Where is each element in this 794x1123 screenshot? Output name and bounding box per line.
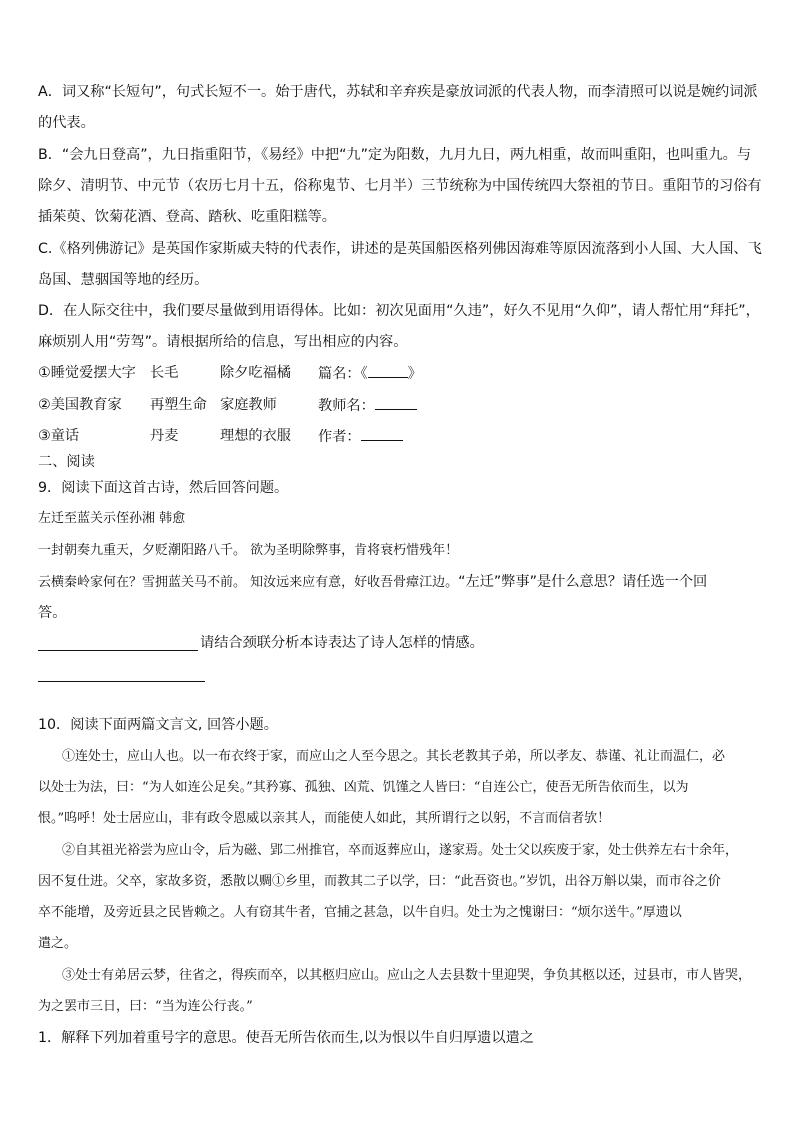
title-answer-blank[interactable] [368, 364, 408, 378]
passage-2-line-2: 因不复仕进。父卒，家故多资，悉散以赒①乡里，而教其二子以学，曰：“此吾资也。”岁饥，出谷万斛以粜，而市谷之价 [38, 874, 721, 889]
answer-line-1[interactable] [38, 650, 198, 651]
fill-row-1-label: 篇名：《 [318, 366, 368, 382]
fill-row-3-clue-3: 理想的衣服 [220, 428, 291, 444]
passage-2-line-3: 卒不能增，及旁近县之民皆赖之。人有窃其牛者，官捕之甚急，以牛自归。处士为之愧谢曰：“烦尔送牛。”厚遗以 [38, 905, 682, 920]
author-blank[interactable] [361, 427, 403, 441]
poem-line-1: 一封朝奏九重天，夕贬潮阳路八千。 欲为圣明除弊事，肯将衰朽惜残年！ [38, 543, 459, 558]
fill-row-2-answer [318, 396, 417, 415]
fill-row-3-label: 作者： [318, 429, 361, 445]
poem-title: 左迁至蓝关示侄孙湘 韩愈 [38, 511, 186, 526]
q10-prompt: 10．阅读下面两篇文言文, 回答小题。 [38, 717, 278, 733]
teacher-name-blank[interactable] [375, 396, 417, 410]
fill-row-2-clue-2: 再塑生命 [150, 397, 207, 413]
passage-1-line-3: 恨。”呜呼！处士居应山，非有政令恩威以亲其人，而能使人如此，其所谓行之以躬，不言而信者欤！ [38, 811, 611, 826]
option-a-line-1: A．词又称“长短句”，句式长短不一。始于唐代，苏轼和辛弃疾是豪放词派的代表人物，而李清照可以说是婉约词派 [38, 84, 758, 100]
poem-line-2 [38, 573, 707, 592]
fill-row-2-clue-1: ②美国教育家 [38, 397, 122, 413]
sub-question-1: 1．解释下列加着重号字的意思。使吾无所告依而生,以为恨以牛自归厚遗以遣之 [38, 1030, 534, 1046]
fill-row-1-answer [318, 364, 422, 383]
section-heading: 二、阅读 [38, 454, 95, 470]
q9-sub-question: 请结合颈联分析本诗表达了诗人怎样的情感。 [200, 635, 484, 651]
passage-3-line-2: 为之罢市三日，曰：“当为连公行丧。” [38, 999, 253, 1014]
passage-3-line-1: ③处士有弟居云梦，往省之，得疾而卒，以其柩归应山。应山之人去县数十里迎哭，争负其柩以还，过县市，市人皆哭， [62, 968, 752, 983]
poem-line-2-question: “左迁”弊事”是什么意思？请任选一个回 [458, 574, 708, 590]
option-b-line-2: 除夕、清明节、中元节（农历七月十五，俗称鬼节、七月半）三节统称为中国传统四大祭祖的节日。重阳节的习俗有 [38, 178, 762, 194]
fill-row-1-clue-3: 除夕吃福橘 [220, 365, 291, 381]
option-b-line-3: 插茱萸、饮菊花酒、登高、踏秋、吃重阳糕等。 [38, 209, 336, 225]
passage-2-line-1: ②自其祖光裕尝为应山令，后为磁、郢二州推官，卒而返葬应山，遂家焉。处士父以疾废于家，处士供养左右十余年， [62, 843, 739, 858]
fill-row-3-answer [318, 427, 403, 446]
fill-row-1-close: 》 [407, 366, 422, 382]
option-a-line-2: 的代表。 [38, 115, 95, 131]
option-d-line-1: D．在人际交往中，我们要尽量做到用语得体。比如：初次见面用“久违”，好久不见用“久仰”，请人帮忙用“拜托”， [38, 303, 760, 319]
answer-line-2[interactable] [38, 681, 205, 682]
poem-line-3: 答。 [38, 605, 67, 621]
fill-row-2-clue-3: 家庭教师 [220, 397, 277, 413]
poem-line-2-verse: 云横秦岭家何在？雪拥蓝关马不前。 知汝远来应有意，好收吾骨瘴江边。 [38, 575, 459, 590]
passage-1-line-1: ①连处士，应山人也。以一布衣终于家，而应山之人至今思之。其长老教其子弟，所以孝友、恭谨、礼让而温仁，必 [62, 749, 726, 764]
fill-row-1-clue-1: ①睡觉爱摆大字 [38, 365, 136, 381]
passage-2-line-4: 遣之。 [38, 936, 78, 951]
option-c-line-2: 岛国、慧骃国等地的经历。 [38, 272, 209, 288]
passage-1-line-2: 以处士为法，曰：“为人如连公足矣。”其矜寡、孤独、凶荒、饥馑之人皆曰：“自连公亡，使吾无所告依而生，以为 [38, 780, 689, 795]
fill-row-1-clue-2: 长毛 [150, 365, 179, 381]
option-d-line-2: 麻烦别人用“劳驾”。请根据所给的信息，写出相应的内容。 [38, 334, 408, 350]
fill-row-3-clue-2: 丹麦 [150, 428, 179, 444]
option-c-line-1: C.《格列佛游记》是英国作家斯威夫特的代表作，讲述的是英国船医格列佛因海难等原因流落到小人国、大人国、飞 [38, 241, 762, 257]
fill-row-2-label: 教师名： [318, 398, 375, 414]
fill-row-3-clue-1: ③童话 [38, 428, 80, 444]
q9-prompt: 9．阅读下面这首古诗，然后回答问题。 [38, 480, 289, 496]
option-b-line-1: B．“会九日登高”，九日指重阳节，《易经》中把“九”定为阳数，九月九日，两九相重，故而叫重阳，也叫重九。与 [38, 147, 752, 163]
